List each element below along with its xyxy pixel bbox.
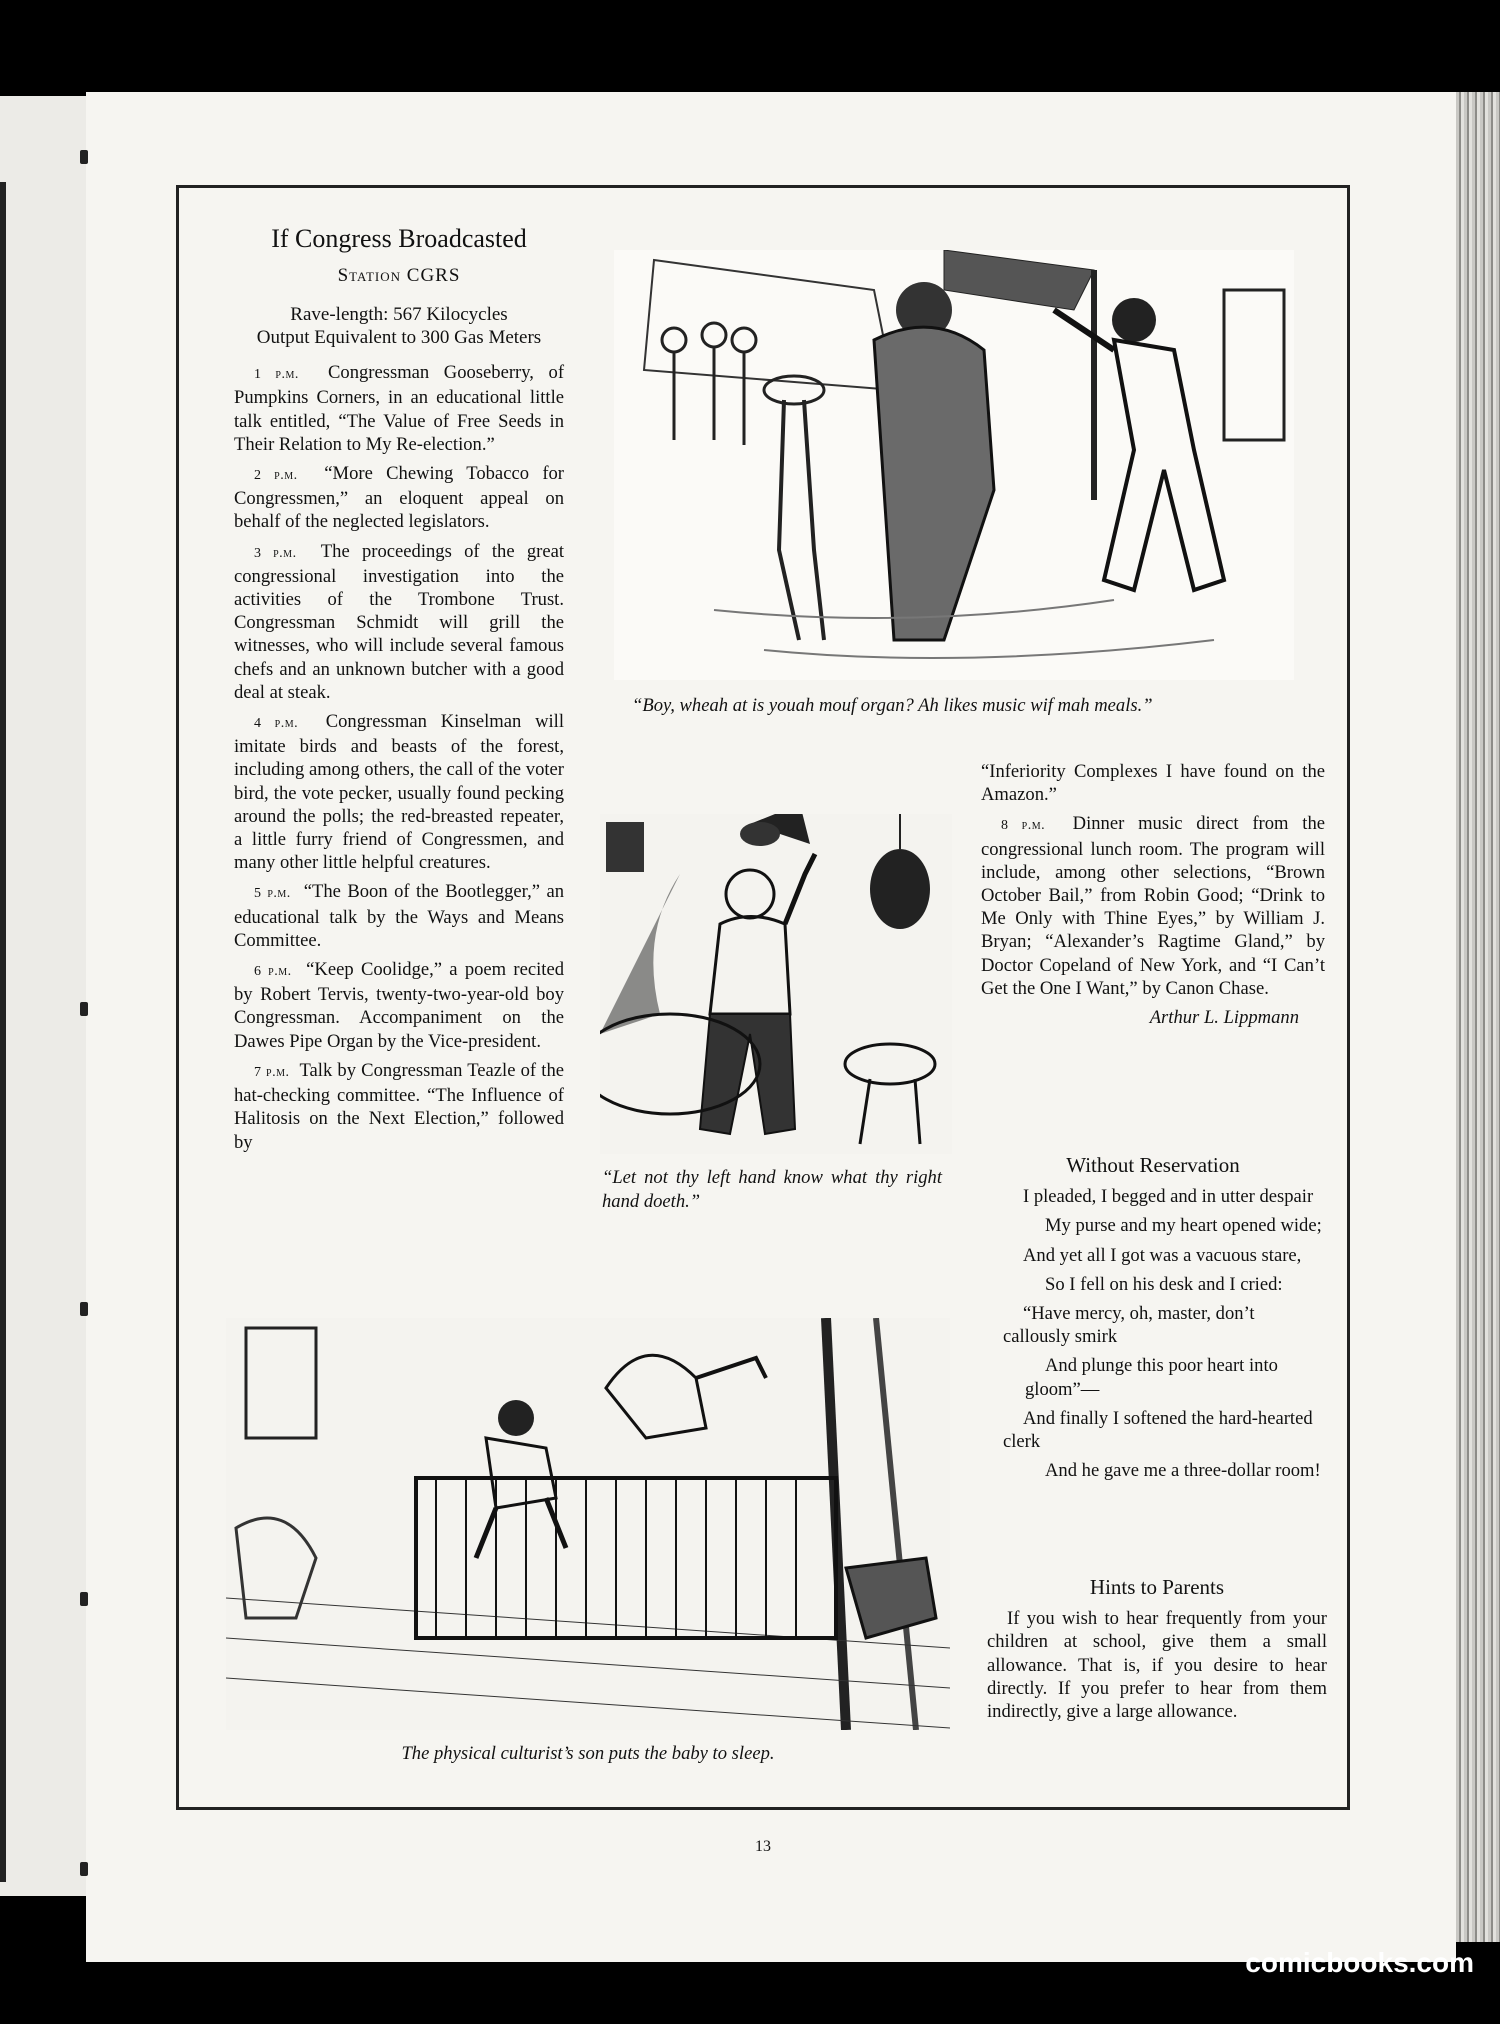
poem-line: And finally I softened the hard-hearted clerk (1003, 1407, 1313, 1453)
output-line: Output Equivalent to 300 Gas Meters (256, 327, 542, 349)
poem-title: Without Reservation (1066, 1153, 1240, 1177)
binding-mark (80, 150, 88, 164)
binding-mark (80, 1002, 88, 1016)
caption-middle: “Let not thy left hand know what thy right hand doeth.” (602, 1167, 942, 1212)
poem-line: My purse and my heart opened wide; (1045, 1215, 1322, 1237)
program-item: 2 p.m. “More Chewing Tobacco for Congressmen,” an eloquent appeal on behalf of the neglected legislators. (234, 463, 565, 533)
program-item: 4 p.m. Congressman Kinselman will imitate birds and beasts of the forest, including among others, the call of the voter bird, the vote pecker, usually found pecking around the polls; the red-breasted repeater, a little furry friend of Congressmen, and many other little helpful creatures. (234, 711, 564, 874)
poem-line: And yet all I got was a vacuous stare, (1023, 1244, 1302, 1266)
program-item: 3 p.m. The proceedings of the great congressional investigation into the activities of the Trombone Trust. Congressman Schmidt will grill the witnesses, who will include several famous chefs and an unknown butcher with a good deal at steak. (234, 540, 564, 703)
hints-text: If you wish to hear frequently from your children at school, give them a small allowance. That is, if you desire to hear directly. If you prefer to hear from them indirectly, give a large allowance. (987, 1608, 1327, 1723)
cartoon-middle-illustration (600, 814, 952, 1154)
facing-page-edge (0, 96, 86, 1896)
cartoon-bottom-illustration (226, 1318, 950, 1730)
site-credit-text: comicbooks.com (1245, 1947, 1474, 1978)
rave-length: Rave-length: 567 Kilocycles (290, 304, 508, 326)
poem-line: And he gave me a three-dollar room! (1045, 1460, 1321, 1482)
program-item: 8 p.m. Dinner music direct from the congressional lunch room. The program will include, among other selections, “Brown October Bail,” from Robin Good; “Drink to Me Only with Thine Eyes,” by William J. Bryan; “Alexander’s Ragtime Gland,” by Doctor Copeland of New York, and “I Can’t Get the One I Want,” by Canon Chase. (981, 813, 1326, 999)
poem-line: “Have mercy, oh, master, don’t callously smirk (1003, 1303, 1255, 1348)
article-congress-column (234, 224, 564, 1160)
author-byline: Arthur L. Lippmann (1149, 1007, 1299, 1029)
program-item: 1 p.m. Congressman Gooseberry, of Pumpkins Corners, in an educational little talk entitled, “The Value of Free Seeds in Their Relation to My Re-election.” (234, 362, 565, 455)
caption-top: “Boy, wheah at is youah mouf organ? Ah likes music wif mah meals.” (632, 695, 1153, 716)
poem-line: I pleaded, I begged and in utter despair (1023, 1186, 1314, 1208)
hints-title: Hints to Parents (1089, 1575, 1225, 1599)
poem-without-reservation (981, 1154, 1325, 1488)
poem-line: And plunge this poor heart into gloom”— (1025, 1355, 1278, 1400)
page-number: 13 (755, 1838, 771, 1855)
program-item: 6 p.m. “Keep Coolidge,” a poem recited by Robert Tervis, twenty-two-year-old boy Congressman. Accompaniment on the Dawes Pipe Organ by the Vice-president. (234, 959, 565, 1052)
site-credit (1170, 1935, 1500, 1995)
program-item: 5 p.m. “The Boon of the Bootlegger,” an educational talk by the Ways and Means Committee. (234, 881, 565, 951)
station-name: Station CGRS (337, 265, 461, 286)
article-title: If Congress Broadcasted (271, 224, 527, 253)
caption-bottom: The physical culturist’s son puts the baby to sleep. (401, 1743, 775, 1764)
facing-page-rule (0, 182, 6, 1882)
article-congress-continued (981, 760, 1325, 1035)
poem-line: So I fell on his desk and I cried: (1045, 1273, 1283, 1295)
binding-mark (80, 1302, 88, 1316)
binding-mark (80, 1862, 88, 1876)
hints-to-parents (987, 1576, 1327, 1729)
program-item: 7 p.m. Talk by Congressman Teazle of the hat-checking committee. “The Influence of Halitosis on the Next Election,” followed by (234, 1059, 565, 1153)
continued-text: “Inferiority Complexes I have found on the Amazon.” (981, 761, 1325, 806)
binding-mark (80, 1592, 88, 1606)
cartoon-top-illustration (614, 250, 1294, 680)
book-spine-edge (1456, 92, 1500, 1942)
